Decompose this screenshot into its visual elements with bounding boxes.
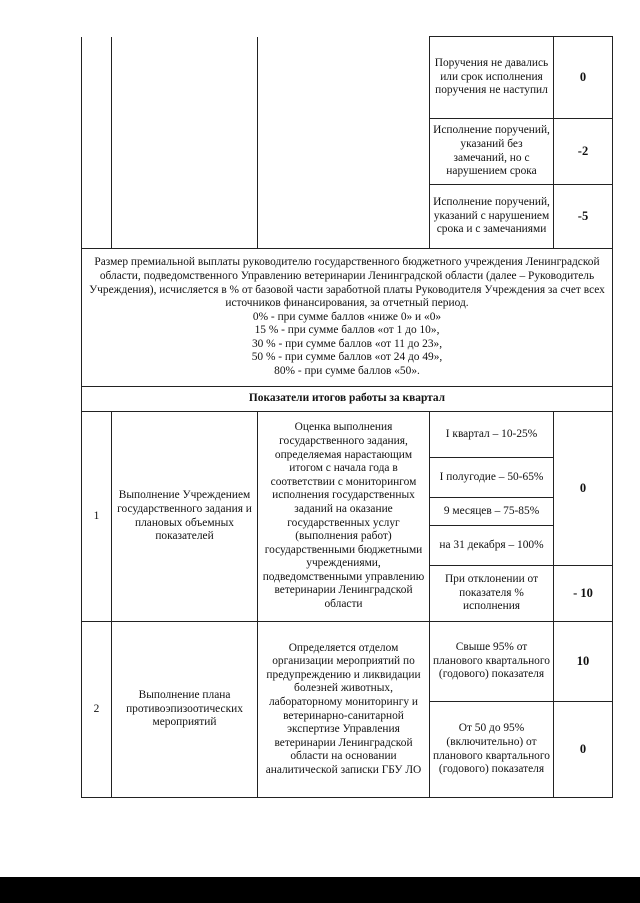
indicator-number: 2 — [82, 622, 112, 798]
score-cell: 0 — [554, 37, 613, 119]
criterion-cell: 9 месяцев – 75-85% — [430, 498, 554, 526]
indicator-description: Определяется отделом организации мероприятий по предупреждению и ликвидации болезней животных, лабораторному мониторингу и ветеринарно-санитарной экспертизе Управления ветеринарии Ленинградской области на основании аналитической записки ГБУ ЛО — [258, 622, 430, 798]
scan-bottom-edge — [0, 877, 640, 903]
criterion-cell: При отклонении от показателя % исполнения — [430, 566, 554, 622]
score-cell: 0 — [554, 702, 613, 798]
empty-cell — [112, 37, 258, 249]
indicator-name: Выполнение Учреждением государственного задания и плановых объемных показателей — [112, 412, 258, 622]
section-row — [82, 387, 613, 412]
table-row — [82, 37, 613, 119]
table-row — [82, 412, 613, 458]
bonus-note-line: 0% - при сумме баллов «ниже 0» и «0» — [252, 310, 442, 323]
bonus-note-line: 30 % - при сумме баллов «от 11 до 23», — [251, 337, 443, 350]
criteria-table — [81, 36, 613, 798]
bonus-note-line: 80% - при сумме баллов «50». — [274, 365, 420, 378]
bonus-note-row — [82, 249, 613, 387]
score-cell: -5 — [554, 185, 613, 249]
condition-cell: Свыше 95% от планового квартального (годового) показателя — [430, 622, 554, 702]
empty-cell — [258, 37, 430, 249]
condition-cell: Исполнение поручений, указаний с нарушением срока и с замечаниями — [430, 185, 554, 249]
condition-cell: Исполнение поручений, указаний без замечаний, но с нарушением срока — [430, 119, 554, 185]
indicator-name: Выполнение плана противоэпизоотических мероприятий — [112, 622, 258, 798]
indicator-description: Оценка выполнения государственного задания, определяемая нарастающим итогом с начала года в соответствии с мониторингом исполнения государственных заданий на оказание государственных услуг (выполнения работ) государственными бюджетными учреждениями, подведомственными управлению ветеринарии Ленинградской области — [258, 412, 430, 622]
score-cell: - 10 — [554, 566, 613, 622]
criterion-cell: I квартал – 10-25% — [430, 412, 554, 458]
bonus-note-cell — [82, 249, 613, 387]
score-cell: -2 — [554, 119, 613, 185]
score-cell: 0 — [554, 412, 613, 566]
section-title: Показатели итогов работы за квартал — [82, 387, 613, 412]
indicator-number: 1 — [82, 412, 112, 622]
empty-cell — [82, 37, 112, 249]
condition-cell: От 50 до 95% (включительно) от планового квартального (годового) показателя — [430, 702, 554, 798]
bonus-note-line: 15 % - при сумме баллов «от 1 до 10», — [254, 324, 440, 337]
criterion-cell: на 31 декабря – 100% — [430, 526, 554, 566]
condition-cell: Поручения не давались или срок исполнения поручения не наступил — [430, 37, 554, 119]
score-cell: 10 — [554, 622, 613, 702]
bonus-note-line: 50 % - при сумме баллов «от 24 до 49», — [251, 351, 443, 364]
criterion-cell: I полугодие – 50-65% — [430, 458, 554, 498]
table-row — [82, 622, 613, 702]
bonus-note-paragraph: Размер премиальной выплаты руководителю государственного бюджетного учреждения Ленинградской области, подведомственного Управлению ветеринарии Ленинградской области (далее – Руководитель Учреждения), исчисляется в % от базовой части заработной платы Руководителя Учреждения за счет всех источников финансирования, за отчетный период. — [89, 256, 605, 310]
